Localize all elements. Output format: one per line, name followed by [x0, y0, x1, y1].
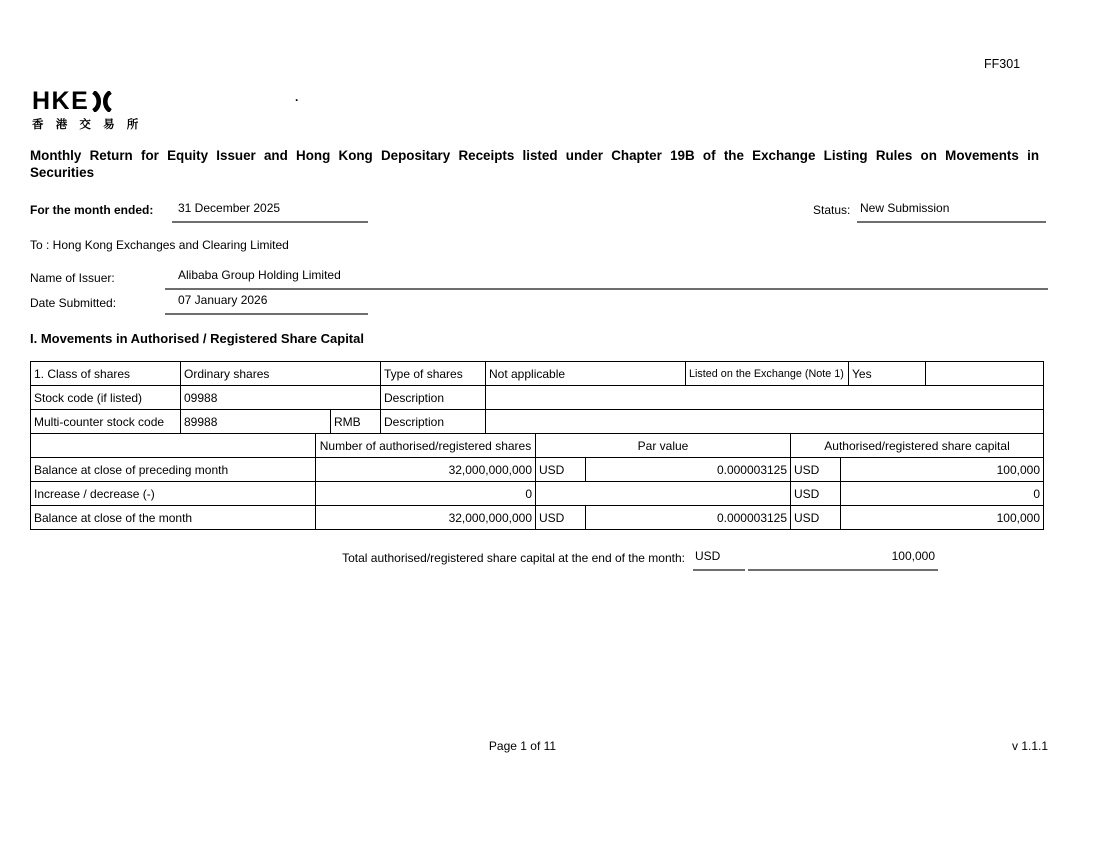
par-value-cell: 0.000003125 [586, 458, 791, 482]
month-ended-label: For the month ended: [30, 203, 154, 217]
row-label-cell: Increase / decrease (-) [31, 482, 316, 506]
par-value-column-header: Par value [536, 434, 791, 458]
status-value: New Submission [857, 201, 1046, 223]
date-submitted-value: 07 January 2026 [165, 293, 368, 315]
description-label-cell: Description [381, 410, 486, 434]
hkex-logo [32, 87, 143, 132]
hkex-logo-wordmark [32, 87, 143, 115]
table-row [31, 458, 1044, 482]
hkex-logo-letters: HKE [32, 87, 90, 115]
stray-mark: . [295, 90, 299, 104]
description-value-cell [486, 410, 1044, 434]
row-label-cell: Balance at close of preceding month [31, 458, 316, 482]
type-of-shares-label-cell: Type of shares [381, 362, 486, 386]
empty-cell [926, 362, 1044, 386]
multi-counter-code-value-cell: 89988 [181, 410, 331, 434]
section1-heading: I. Movements in Authorised / Registered Share Capital [30, 331, 364, 346]
multi-counter-code-label-cell: Multi-counter stock code [31, 410, 181, 434]
total-capital-currency: USD [693, 549, 745, 571]
par-currency-cell: USD [536, 458, 586, 482]
listed-on-exchange-value-cell: Yes [849, 362, 926, 386]
listed-on-exchange-label-cell: Listed on the Exchange (Note 1) [686, 362, 849, 386]
capital-value-cell: 100,000 [841, 506, 1044, 530]
document-title-line2: Securities [30, 165, 95, 180]
total-capital-value: 100,000 [748, 549, 938, 571]
addressee-line: To : Hong Kong Exchanges and Clearing Limited [30, 238, 289, 252]
table-row [31, 362, 1044, 386]
document-title [30, 147, 1039, 181]
table-row [31, 482, 1044, 506]
shares-value-cell: 0 [316, 482, 536, 506]
shares-column-header: Number of authorised/registered shares [316, 434, 536, 458]
row-label-cell: Balance at close of the month [31, 506, 316, 530]
multi-counter-currency-cell: RMB [331, 410, 381, 434]
table-header-row [31, 434, 1044, 458]
par-value-cell: 0.000003125 [586, 506, 791, 530]
stock-code-label-cell: Stock code (if listed) [31, 386, 181, 410]
month-ended-value: 31 December 2025 [172, 201, 368, 223]
table-row [31, 506, 1044, 530]
empty-header-cell [31, 434, 316, 458]
par-merged-empty-cell [536, 482, 791, 506]
stock-code-value-cell: 09988 [181, 386, 381, 410]
date-submitted-label: Date Submitted: [30, 296, 117, 310]
type-of-shares-value-cell: Not applicable [486, 362, 686, 386]
capital-value-cell: 0 [841, 482, 1044, 506]
capital-currency-cell: USD [791, 458, 841, 482]
description-value-cell [486, 386, 1044, 410]
capital-currency-cell: USD [791, 506, 841, 530]
description-label-cell: Description [381, 386, 486, 410]
issuer-label: Name of Issuer: [30, 271, 115, 285]
class-of-shares-table [30, 361, 1044, 434]
status-label: Status: [813, 203, 851, 217]
table-row [31, 410, 1044, 434]
shares-value-cell: 32,000,000,000 [316, 506, 536, 530]
class-of-shares-label-cell: 1. Class of shares [31, 362, 181, 386]
issuer-value: Alibaba Group Holding Limited [165, 268, 1048, 290]
shares-value-cell: 32,000,000,000 [316, 458, 536, 482]
capital-currency-cell: USD [791, 482, 841, 506]
total-capital-label: Total authorised/registered share capital at the end of the month: [342, 551, 685, 565]
class-of-shares-value-cell: Ordinary shares [181, 362, 381, 386]
capital-value-cell: 100,000 [841, 458, 1044, 482]
version-indicator: v 1.1.1 [1012, 739, 1049, 753]
par-currency-cell: USD [536, 506, 586, 530]
capital-column-header: Authorised/registered share capital [791, 434, 1044, 458]
document-title-line1: Monthly Return for Equity Issuer and Hong Kong Depositary Receipts listed under Chapter 19B of the Exchange Listing Rules on Movements in [30, 148, 1039, 163]
page-indicator: Page 1 of 11 [488, 739, 557, 753]
form-code: FF301 [984, 57, 1021, 71]
table-row [31, 386, 1044, 410]
hkex-logo-chinese: 香 港 交 易 所 [32, 119, 143, 131]
hkex-x-glyph-icon [90, 91, 114, 112]
share-capital-table [30, 433, 1044, 530]
